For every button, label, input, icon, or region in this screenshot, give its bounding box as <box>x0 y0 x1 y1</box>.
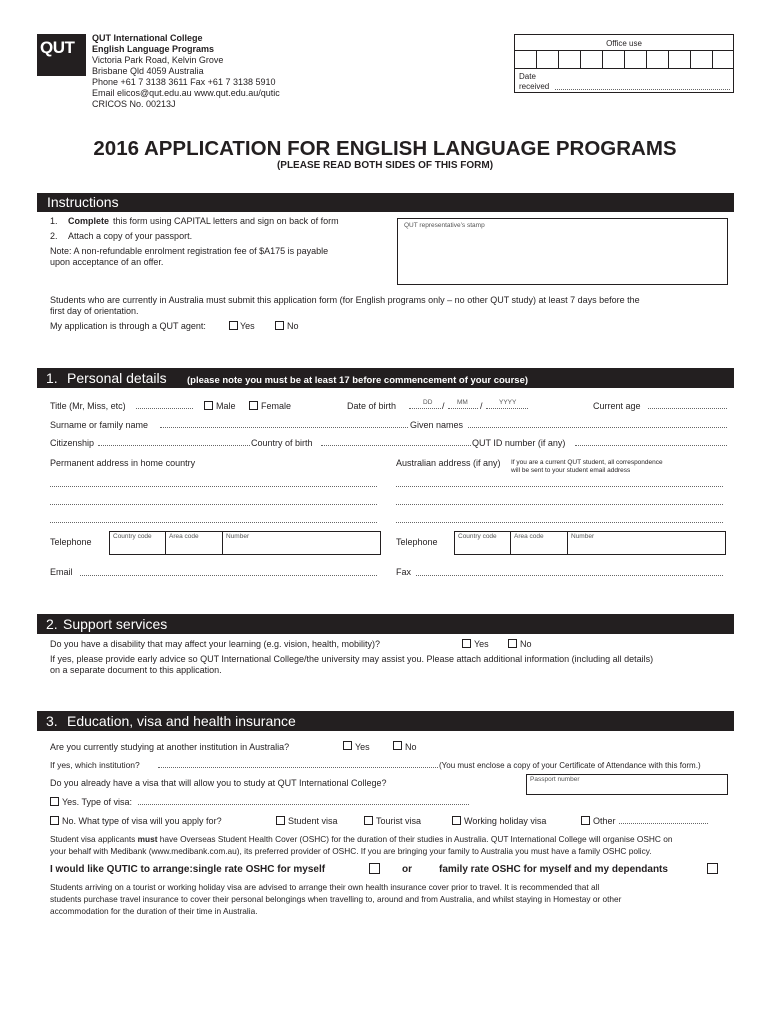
citizenship-field[interactable] <box>98 445 250 446</box>
country-birth-label: Country of birth <box>251 438 313 448</box>
disability-yes-checkbox[interactable] <box>462 639 471 648</box>
tourist-note-line1: Students arriving on a tourist or working holiday visa are advised to arrange their own health insurance cover prior to travel. It is recommended that all <box>50 882 600 892</box>
perm-address-line-1[interactable] <box>50 486 377 487</box>
oshc-single-label: I would like QUTIC to arrange:single rate OSHC for myself <box>50 864 326 875</box>
male-checkbox[interactable] <box>204 401 213 410</box>
country-birth-field[interactable] <box>321 445 471 446</box>
home-country-code: Country code <box>113 533 152 540</box>
perm-address-line-3[interactable] <box>50 522 377 523</box>
oshc-note-line2: your behalf with Medibank (www.medibank.com.au), its preferred provider of OSHC. If you are bringing your family to Australia you must have a family OSHC policy. <box>50 846 652 856</box>
received-label: received <box>519 82 550 91</box>
aus-telephone-label: Telephone <box>396 537 438 547</box>
passport-number-label: Passport number <box>530 776 580 783</box>
instructions-header <box>37 193 734 212</box>
visa-apply-question: No. What type of visa will you apply for? <box>62 816 222 826</box>
section-1-note: (please note you must be at least 17 before commencement of your course) <box>187 375 529 386</box>
disability-no-checkbox[interactable] <box>508 639 517 648</box>
oshc-family-label: family rate OSHC for myself and my dependants <box>439 864 668 875</box>
dob-month-field[interactable] <box>448 408 478 409</box>
tourist-visa-checkbox[interactable] <box>364 816 373 825</box>
email-field[interactable] <box>80 575 377 576</box>
agent-no-checkbox[interactable] <box>275 321 284 330</box>
email-label: Email <box>50 567 73 577</box>
address-line-2: Brisbane Qld 4059 Australia <box>92 66 204 76</box>
studying-yes-checkbox[interactable] <box>343 741 352 750</box>
office-use-grid <box>515 50 733 69</box>
other-visa-label: Other <box>593 816 616 826</box>
studying-no-label: No <box>405 742 417 752</box>
oshc-note-post: have Overseas Student Health Cover (OSHC) for the duration of their studies in Australia. QUT International College will organise OSHC on <box>157 834 673 844</box>
visa-yes-type-label: Yes. Type of visa: <box>62 797 133 807</box>
office-use-label: Office use <box>606 39 642 48</box>
working-holiday-label: Working holiday visa <box>464 816 547 826</box>
oshc-family-checkbox[interactable] <box>707 863 718 874</box>
student-visa-checkbox[interactable] <box>276 816 285 825</box>
stamp-label: QUT representative’s stamp <box>404 222 485 229</box>
instruction-1-num: 1. <box>50 216 58 226</box>
instruction-2-text: Attach a copy of your passport. <box>68 231 193 241</box>
tourist-note-line2: students purchase travel insurance to cover their personal belongings when travelling to, around and from Australia, and whilst staying in Homestay or other <box>50 894 622 904</box>
date-received-line[interactable] <box>555 89 730 90</box>
other-visa-checkbox[interactable] <box>581 816 590 825</box>
surname-label: Surname or family name <box>50 420 149 430</box>
which-institution-field[interactable] <box>158 767 438 768</box>
programs-name: English Language Programs <box>92 44 215 54</box>
form-subtitle: (PLEASE READ BOTH SIDES OF THIS FORM) <box>276 160 494 171</box>
current-age-label: Current age <box>593 401 641 411</box>
representative-stamp-box[interactable] <box>397 218 728 285</box>
disability-yes-label: Yes <box>474 639 489 649</box>
disability-question: Do you have a disability that may affect your learning (e.g. vision, health, mobility)? <box>50 639 381 649</box>
perm-address-line-2[interactable] <box>50 504 377 505</box>
section-1-number: 1. <box>46 370 58 386</box>
aus-address-note-1: If you are a current QUT student, all correspondence <box>511 459 663 466</box>
oshc-or-label: or <box>402 864 412 875</box>
aus-address-line-1[interactable] <box>396 486 723 487</box>
qut-logo <box>37 34 86 76</box>
agent-question: My application is through a QUT agent: <box>50 321 206 331</box>
disability-no-label: No <box>520 639 532 649</box>
given-names-label: Given names <box>410 420 464 430</box>
surname-field[interactable] <box>160 427 408 428</box>
home-number: Number <box>226 533 250 540</box>
email-web: Email elicos@qut.edu.au www.qut.edu.au/qutic <box>92 88 280 98</box>
dob-day-field[interactable] <box>409 408 441 409</box>
visa-type-field[interactable] <box>138 804 469 805</box>
visa-no-checkbox[interactable] <box>50 816 59 825</box>
instructions-heading: Instructions <box>47 194 119 210</box>
section-2-heading: Support services <box>63 616 168 632</box>
agent-no-label: No <box>287 321 299 331</box>
dob-mm-hint: MM <box>457 399 468 406</box>
aus-telephone-field[interactable] <box>454 531 726 555</box>
section-2-number: 2. <box>46 616 58 632</box>
aus-address-line-2[interactable] <box>396 504 723 505</box>
personal-details-header <box>37 368 734 388</box>
dob-slash-2: / <box>480 401 483 411</box>
students-note-line1: Students who are currently in Australia must submit this application form (for English programs only – no other QUT study) at least 7 days before the <box>50 295 640 305</box>
aus-address-note-2: will be sent to your student email address <box>511 467 631 474</box>
home-area-code: Area code <box>169 533 199 540</box>
section-3-heading: Education, visa and health insurance <box>67 713 296 729</box>
fee-note-line1: Note: A non-refundable enrolment registration fee of $A175 is payable <box>50 246 329 256</box>
date-label: Date <box>519 72 536 81</box>
oshc-note-pre: Student visa applicants <box>50 834 138 844</box>
current-age-field[interactable] <box>648 408 727 409</box>
support-note-line1: If yes, please provide early advice so QUT International College/the university may assist you. Please attach additional information (including all details) <box>50 654 654 664</box>
which-institution-label: If yes, which institution? <box>50 760 140 770</box>
education-header <box>37 711 734 731</box>
instruction-2-num: 2. <box>50 231 58 241</box>
students-note-line2: first day of orientation. <box>50 306 139 316</box>
dob-dd-hint: DD <box>423 399 433 406</box>
form-title: 2016 APPLICATION FOR ENGLISH LANGUAGE PROGRAMS <box>93 137 677 160</box>
agent-yes-checkbox[interactable] <box>229 321 238 330</box>
given-names-field[interactable] <box>468 427 727 428</box>
fee-note-line2: upon acceptance of an offer. <box>50 257 164 267</box>
support-note-line2: on a separate document to this application. <box>50 665 222 675</box>
oshc-single-checkbox[interactable] <box>369 863 380 874</box>
fax-field[interactable] <box>416 575 723 576</box>
passport-number-field[interactable] <box>526 774 728 795</box>
instruction-1-text: this form using CAPITAL letters and sign on back of form <box>113 216 339 226</box>
dob-slash-1: / <box>442 401 445 411</box>
oshc-note-line1 <box>50 834 672 845</box>
female-checkbox[interactable] <box>249 401 258 410</box>
qut-id-field[interactable] <box>575 445 727 446</box>
cricos-number: CRICOS No. 00213J <box>92 99 176 109</box>
student-visa-label: Student visa <box>288 816 338 826</box>
tourist-note-line3: accommodation for the duration of their time in Australia. <box>50 906 258 916</box>
section-1-heading: Personal details <box>67 370 167 386</box>
support-services-header <box>37 614 734 634</box>
aus-country-code: Country code <box>458 533 497 540</box>
office-use-box <box>514 34 734 93</box>
instruction-1-bold: Complete <box>68 216 110 226</box>
other-visa-field[interactable] <box>619 823 708 824</box>
agent-yes-label: Yes <box>240 321 255 331</box>
perm-address-label: Permanent address in home country <box>50 458 196 468</box>
dob-label: Date of birth <box>347 401 397 411</box>
address-line-1: Victoria Park Road, Kelvin Grove <box>92 55 224 65</box>
telephone-label: Telephone <box>50 537 92 547</box>
fax-label: Fax <box>396 567 412 577</box>
studying-yes-label: Yes <box>355 742 370 752</box>
aus-address-label: Australian address (if any) <box>396 458 501 468</box>
studying-no-checkbox[interactable] <box>393 741 402 750</box>
male-label: Male <box>216 401 236 411</box>
college-name: QUT International College <box>92 33 203 43</box>
visa-question: Do you already have a visa that will allow you to study at QUT International College? <box>50 778 387 788</box>
aus-number: Number <box>571 533 595 540</box>
dob-yyyy-hint: YYYY <box>499 399 517 406</box>
working-holiday-checkbox[interactable] <box>452 816 461 825</box>
aus-address-line-3[interactable] <box>396 522 723 523</box>
female-label: Female <box>261 401 292 411</box>
tourist-visa-label: Tourist visa <box>376 816 422 826</box>
studying-question: Are you currently studying at another institution in Australia? <box>50 742 290 752</box>
section-3-number: 3. <box>46 713 58 729</box>
title-field[interactable] <box>136 408 193 409</box>
qut-id-label: QUT ID number (if any) <box>472 438 566 448</box>
logo-text: QUT <box>40 38 75 57</box>
citizenship-label: Citizenship <box>50 438 95 448</box>
home-telephone-field[interactable] <box>109 531 381 555</box>
phone-fax: Phone +61 7 3138 3611 Fax +61 7 3138 5910 <box>92 77 276 87</box>
visa-yes-checkbox[interactable] <box>50 797 59 806</box>
enclose-certificate-note: (You must enclose a copy of your Certificate of Attendance with this form.) <box>439 761 701 770</box>
aus-area-code: Area code <box>514 533 544 540</box>
title-label: Title (Mr, Miss, etc) <box>50 401 126 411</box>
oshc-note-must: must <box>137 834 158 844</box>
dob-year-field[interactable] <box>486 408 528 409</box>
